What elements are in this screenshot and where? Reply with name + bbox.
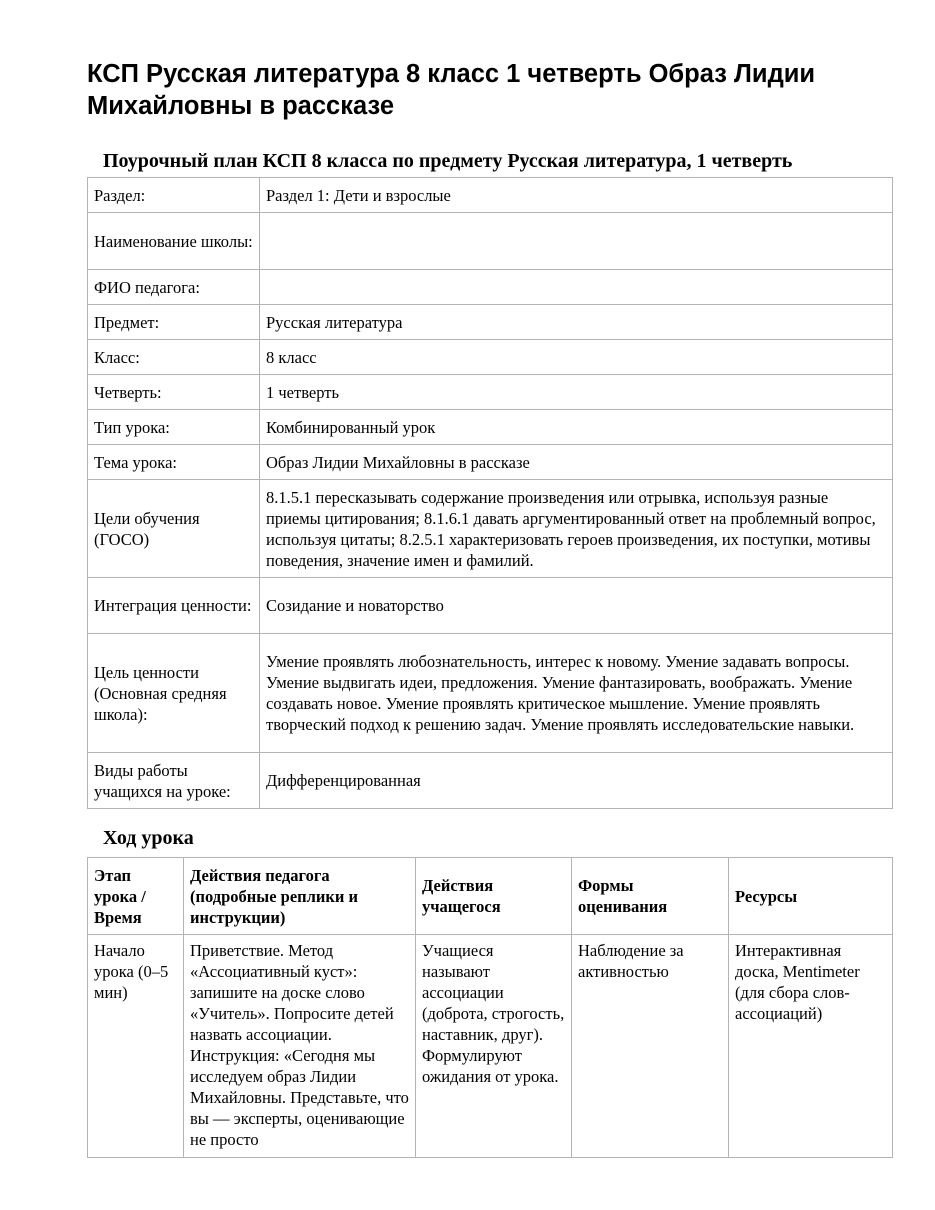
document-page [87,58,893,1158]
table-header-row [88,858,893,935]
column-header-student-actions: Действия учащегося [416,858,572,935]
row-value: Русская литература [260,305,893,340]
table-row [88,410,893,445]
row-label: Цель ценности (Основная средняя школа): [88,634,260,753]
row-value: Образ Лидии Михайловны в рассказе [260,445,893,480]
table-row [88,178,893,213]
table-row [88,305,893,340]
cell-assessment: Наблюдение за активностью [572,935,729,1158]
cell-resources: Интерактивная доска, Mentimeter (для сбора слов-ассоциаций) [729,935,893,1158]
column-header-resources: Ресурсы [729,858,893,935]
row-value: Раздел 1: Дети и взрослые [260,178,893,213]
row-value: 8 класс [260,340,893,375]
table-row [88,634,893,753]
table-row [88,578,893,634]
row-label: Класс: [88,340,260,375]
row-value: Дифференцированная [260,753,893,809]
cell-student-actions: Учащиеся называют ассоциации (доброта, строгость, наставник, друг). Формулируют ожидания от урока. [416,935,572,1158]
course-heading: Ход урока [103,827,194,849]
row-label: ФИО педагога: [88,270,260,305]
row-label: Четверть: [88,375,260,410]
row-value: 8.1.5.1 пересказывать содержание произведения или отрывка, используя разные приемы цитирования; 8.1.6.1 давать аргументированный ответ на проблемный вопрос, используя цитаты; 8.2.5.1 характеризовать героев произведения, их поступки, мотивы поведения, значение имен и фамилий. [260,480,893,578]
table-row [88,480,893,578]
table-row [88,375,893,410]
row-label: Виды работы учащихся на уроке: [88,753,260,809]
row-value [260,270,893,305]
row-label: Тема урока: [88,445,260,480]
row-value [260,213,893,270]
column-header-stage: Этап урока / Время [88,858,184,935]
row-label: Наименование школы: [88,213,260,270]
row-label: Тип урока: [88,410,260,445]
cell-stage: Начало урока (0–5 мин) [88,935,184,1158]
table-row [88,213,893,270]
table-row [88,935,893,1158]
lesson-info-table [87,177,893,809]
column-header-assessment: Формы оценивания [572,858,729,935]
row-label: Предмет: [88,305,260,340]
table-row [88,340,893,375]
table-row [88,445,893,480]
table-row [88,270,893,305]
column-header-teacher-actions: Действия педагога (подробные реплики и инструкции) [184,858,416,935]
row-label: Раздел: [88,178,260,213]
row-label: Интеграция ценности: [88,578,260,634]
table-row [88,753,893,809]
row-value: Умение проявлять любознательность, интерес к новому. Умение задавать вопросы. Умение выдвигать идеи, предложения. Умение фантазировать, воображать. Умение создавать новое. Умение проявлять критическое мышление. Умение проявлять творческий подход к решению задач. Умение проявлять исследовательские навыки. [260,634,893,753]
document-title: КСП Русская литература 8 класс 1 четверть Образ Лидии Михайловны в рассказе [87,60,816,120]
row-value: Комбинированный урок [260,410,893,445]
plan-heading: Поурочный план КСП 8 класса по предмету Русская литература, 1 четверть [103,150,793,172]
row-value: Созидание и новаторство [260,578,893,634]
row-value: 1 четверть [260,375,893,410]
row-label: Цели обучения (ГОСО) [88,480,260,578]
lesson-course-table [87,857,893,1158]
cell-teacher-actions: Приветствие. Метод «Ассоциативный куст»: запишите на доске слово «Учитель». Попросите детей назвать ассоциации. Инструкция: «Сегодня мы исследуем образ Лидии Михайловны. Представьте, что вы — эксперты, оценивающие не просто [184,935,416,1158]
